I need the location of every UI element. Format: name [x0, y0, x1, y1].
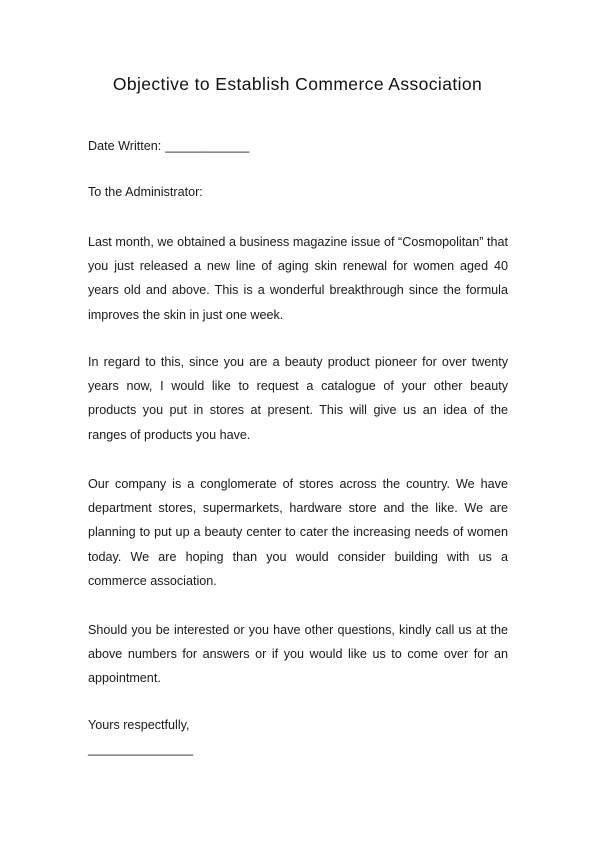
salutation: To the Administrator: — [88, 185, 203, 199]
paragraph-2: In regard to this, since you are a beauty product pioneer for over twenty years now, I would like to request a catalogue of your other beauty products you put in stores at present. This will give us an idea of the ranges of products you have. — [88, 355, 508, 442]
date-written-line — [88, 134, 508, 158]
paragraph-1: Last month, we obtained a business magazine issue of “Cosmopolitan” that you just released a new line of aging skin renewal for women aged 40 years old and above. This is a wonderful breakthrough since the formula improves the skin in just one week. — [88, 235, 508, 322]
document-title: Objective to Establish Commerce Association — [112, 74, 483, 94]
signature-blank: _______________ — [88, 742, 194, 756]
date-label: Date Written: — [88, 139, 162, 153]
closing: Yours respectfully, — [88, 718, 190, 732]
paragraph-4: Should you be interested or you have other questions, kindly call us at the above numbers for answers or if you would like us to come over for an appointment. — [88, 623, 508, 686]
paragraph-3: Our company is a conglomerate of stores across the country. We have department stores, supermarkets, hardware store and the like. We are planning to put up a beauty center to cater the increasing needs of women today. We are hoping than you would consider building with us a commerce association. — [88, 477, 508, 588]
date-blank: ____________ — [165, 139, 250, 153]
